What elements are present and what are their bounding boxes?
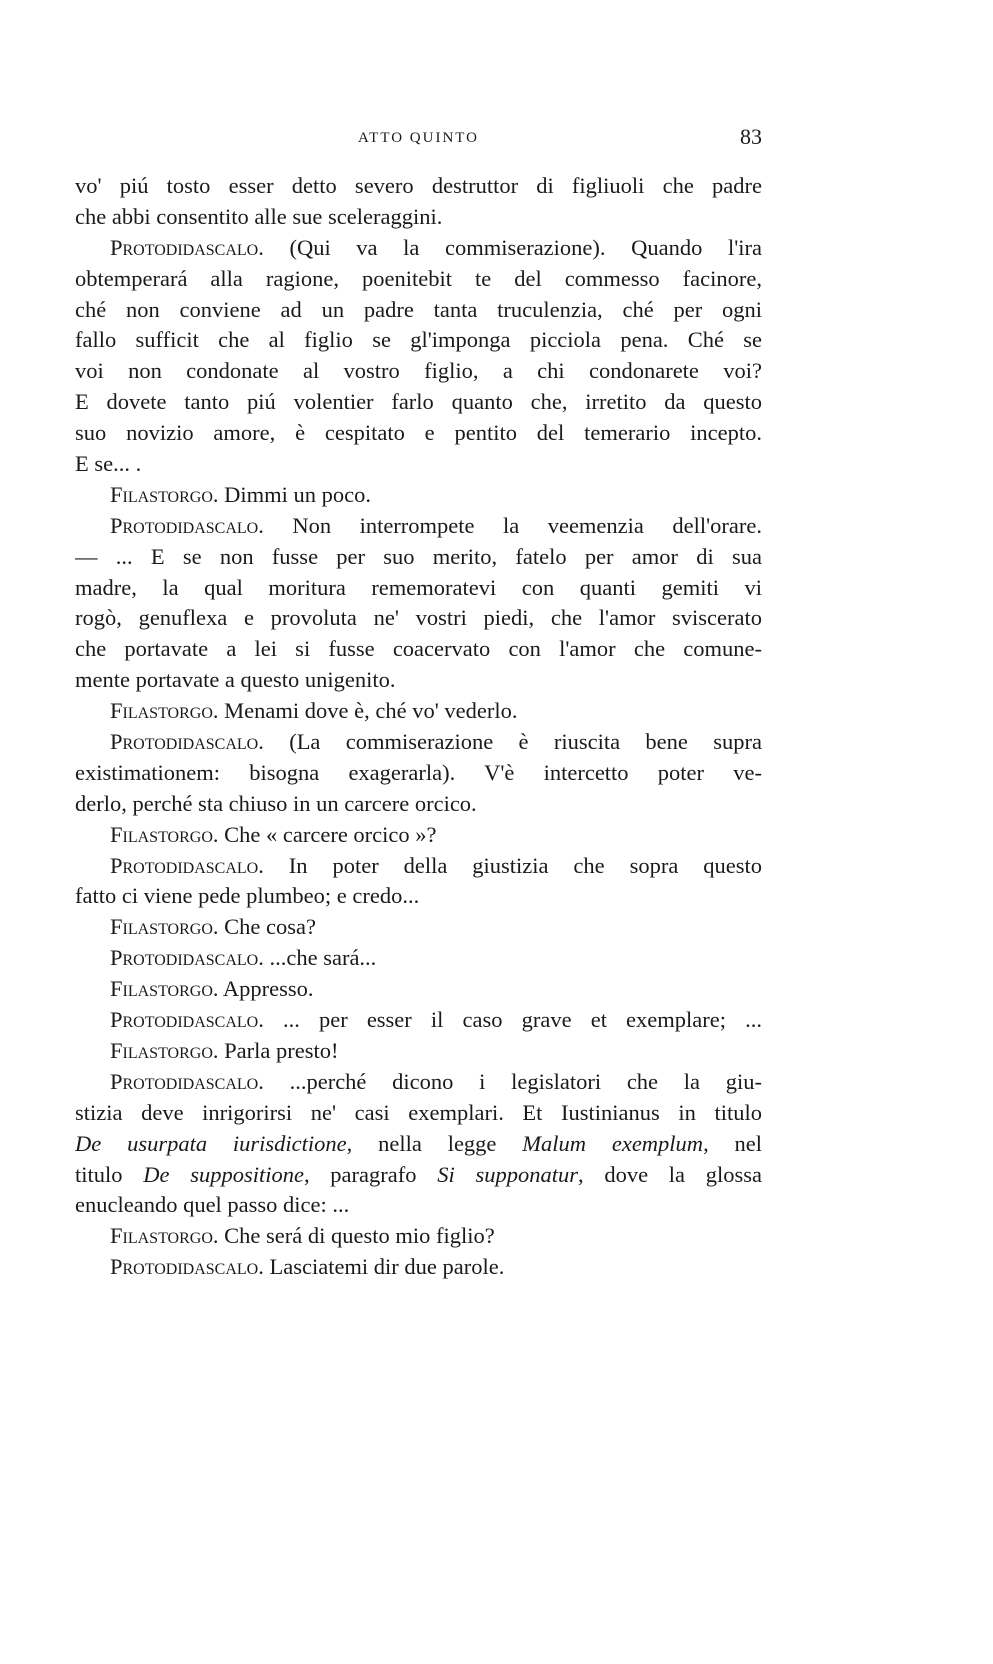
page-header (75, 124, 762, 154)
text-line (75, 881, 762, 912)
speaker-name: Filastorgo. (110, 914, 219, 940)
speaker-name: Protodidascalo. (110, 234, 264, 260)
text-line (75, 1005, 762, 1036)
text-line (75, 758, 762, 789)
italic-title: Si supponatur (437, 1161, 578, 1187)
text-line (75, 1190, 762, 1221)
text-line (75, 387, 762, 418)
italic-title: De suppositione (143, 1161, 304, 1187)
text-line (75, 1036, 762, 1067)
line-text: ché non conviene ad un padre tanta truculenzia, ché per ogni (75, 296, 762, 322)
text-line (75, 1067, 762, 1098)
speaker-name: Filastorgo. (110, 1223, 219, 1249)
line-text: , dove la glossa (577, 1161, 762, 1187)
text-line (75, 1221, 762, 1252)
page-body (75, 171, 762, 1283)
text-line (75, 634, 762, 665)
speaker-name: Protodidascalo. (110, 945, 264, 971)
text-line (75, 727, 762, 758)
line-text: voi non condonate al vostro figlio, a chi condonarete voi? (75, 358, 762, 384)
line-text: Che será di questo mio figlio? (218, 1223, 495, 1249)
speaker-name: Filastorgo. (110, 1037, 219, 1063)
line-text: (Qui va la commiserazione). Quando l'ira (263, 234, 762, 260)
line-text: fallo sufficit che al figlio se gl'imponga picciola pena. Ché se (75, 327, 762, 353)
line-text: vo' piú tosto esser detto severo destruttor di figliuoli che padre (75, 173, 762, 198)
text-line (75, 851, 762, 882)
text-line (75, 974, 762, 1005)
line-text: derlo, perché sta chiuso in un carcere orcico. (75, 790, 477, 816)
text-line (75, 789, 762, 820)
text-line (75, 480, 762, 511)
text-line (75, 573, 762, 604)
text-line (75, 295, 762, 326)
line-text: E se... . (75, 451, 142, 477)
text-line (75, 943, 762, 974)
text-line (75, 912, 762, 943)
line-text: madre, la qual moritura rememoratevi con quanti gemiti vi (75, 574, 762, 600)
line-text: mente portavate a questo unigenito. (75, 667, 396, 693)
line-text: existimationem: bisogna exagerarla). V'è intercetto poter ve- (75, 759, 762, 785)
speaker-name: Protodidascalo. (110, 729, 264, 755)
speaker-name: Filastorgo. (110, 698, 219, 724)
text-line (75, 1129, 762, 1160)
line-text: Menami dove è, ché vo' vederlo. (218, 698, 518, 724)
line-text: Non interrompete la veemenzia dell'orare. (263, 512, 762, 538)
speaker-name: Protodidascalo. (110, 1068, 264, 1094)
line-text: stizia deve inrigorirsi ne' casi exemplari. Et Iustinianus in titulo (75, 1099, 762, 1125)
line-text: che portavate a lei si fusse coacervato con l'amor che comune- (75, 636, 762, 662)
line-text: obtemperará alla ragione, poenitebit te del commesso facinore, (75, 265, 762, 291)
line-text: fatto ci viene pede plumbeo; e credo... (75, 883, 420, 909)
italic-title: Malum exemplum (522, 1130, 704, 1156)
italic-title: De usurpata iurisdictione (75, 1130, 347, 1156)
text-line (75, 264, 762, 295)
text-line (75, 202, 762, 233)
line-text: Dimmi un poco. (218, 481, 372, 507)
speaker-name: Protodidascalo. (110, 1007, 264, 1033)
line-text: E dovete tanto piú volentier farlo quanto che, irretito da questo (75, 389, 762, 415)
text-line (75, 603, 762, 634)
text-line (75, 233, 762, 264)
line-text: Che « carcere orcico »? (218, 821, 437, 847)
line-text: In poter della giustizia che sopra questo (263, 852, 762, 878)
text-line (75, 511, 762, 542)
speaker-name: Filastorgo. (110, 821, 219, 847)
running-title: ATTO QUINTO (357, 130, 480, 146)
line-text: — ... E se non fusse per suo merito, fatelo per amor di sua (75, 543, 762, 569)
line-text: , paragrafo (303, 1161, 438, 1187)
line-text: enucleando quel passo dice: ... (75, 1192, 350, 1218)
line-text: , nella legge (346, 1130, 523, 1156)
text-line (75, 1160, 762, 1191)
line-text: rogò, genuflexa e provoluta ne' vostri piedi, che l'amor sviscerato (75, 605, 762, 631)
speaker-name: Protodidascalo. (110, 852, 264, 878)
text-line (75, 449, 762, 480)
line-text: Che cosa? (218, 914, 316, 940)
text-line (75, 325, 762, 356)
line-text: ...che sará... (263, 945, 377, 971)
line-text: Lasciatemi dir due parole. (263, 1254, 505, 1280)
line-text: Parla presto! (218, 1037, 339, 1063)
speaker-name: Filastorgo. (110, 481, 219, 507)
text-line (75, 820, 762, 851)
line-text: ... per esser il caso grave et exemplare; ... (263, 1007, 762, 1033)
text-line (75, 1098, 762, 1129)
line-text: (La commiserazione è riuscita bene supra (263, 729, 762, 755)
line-text: , nel (703, 1130, 762, 1156)
text-line (75, 665, 762, 696)
line-text: Appresso. (218, 976, 314, 1002)
text-line (75, 542, 762, 573)
text-line (75, 696, 762, 727)
speaker-name: Protodidascalo. (110, 1254, 264, 1280)
text-line (75, 356, 762, 387)
line-text: titulo (75, 1161, 144, 1187)
speaker-name: Filastorgo. (110, 976, 219, 1002)
page-number: 83 (740, 124, 762, 149)
line-text: suo novizio amore, è cespitato e pentito del temerario incepto. (75, 420, 762, 446)
text-line (75, 171, 762, 202)
speaker-name: Protodidascalo. (110, 512, 264, 538)
text-line (75, 1252, 762, 1283)
line-text: ...perché dicono i legislatori che la giu- (263, 1068, 762, 1094)
text-line (75, 418, 762, 449)
line-text: che abbi consentito alle sue sceleraggini. (75, 203, 443, 229)
